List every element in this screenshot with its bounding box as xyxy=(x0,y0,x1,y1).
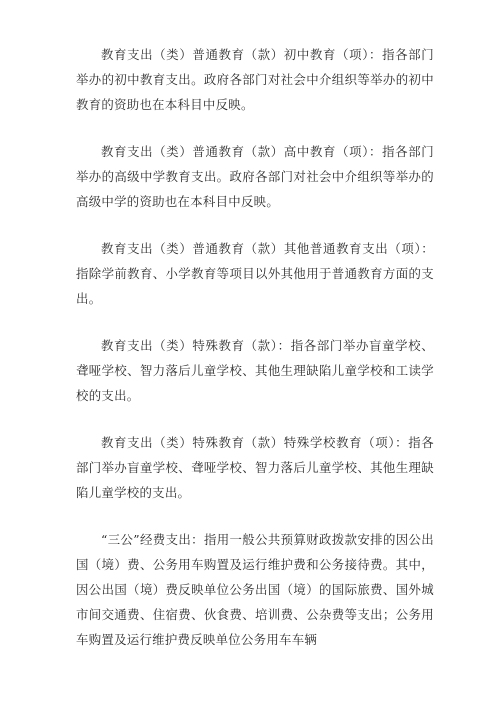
paragraph-junior-high-education: 教育支出（类）普通教育（款）初中教育（项）：指各部门举办的初中教育支出。政府各部门对社会中介组织等举办的初中教育的资助也在本科目中反映。 xyxy=(76,47,434,112)
paragraph-special-school-education: 教育支出（类）特殊教育（款）特殊学校教育（项）：指各部门举办盲童学校、聋哑学校、智力落后儿童学校、其他生理缺陷儿童学校的支出。 xyxy=(76,435,434,500)
paragraph-senior-high-education: 教育支出（类）普通教育（款）高中教育（项）：指各部门举办的高级中学教育支出。政府各部门对社会中介组织等举办的高级中学的资助也在本科目中反映。 xyxy=(76,144,434,209)
paragraph-special-education: 教育支出（类）特殊教育（款）：指各部门举办盲童学校、聋哑学校、智力落后儿童学校、其他生理缺陷儿童学校和工读学校的支出。 xyxy=(76,338,434,403)
paragraph-other-general-education: 教育支出（类）普通教育（款）其他普通教育支出（项）：指除学前教育、小学教育等项目以外其他用于普通教育方面的支出。 xyxy=(76,241,434,306)
paragraph-three-public-expenses: “三公”经费支出：指用一般公共预算财政拨款安排的因公出国（境）费、公务用车购置及运行维护费和公务接待费。其中，因公出国（境）费反映单位公务出国（境）的国际旅费、国外城市间交通费、住宿费、伙食费、培训费、公杂费等支出；公务用车购置及运行维护费反映单位公务用车车辆 xyxy=(76,532,434,647)
